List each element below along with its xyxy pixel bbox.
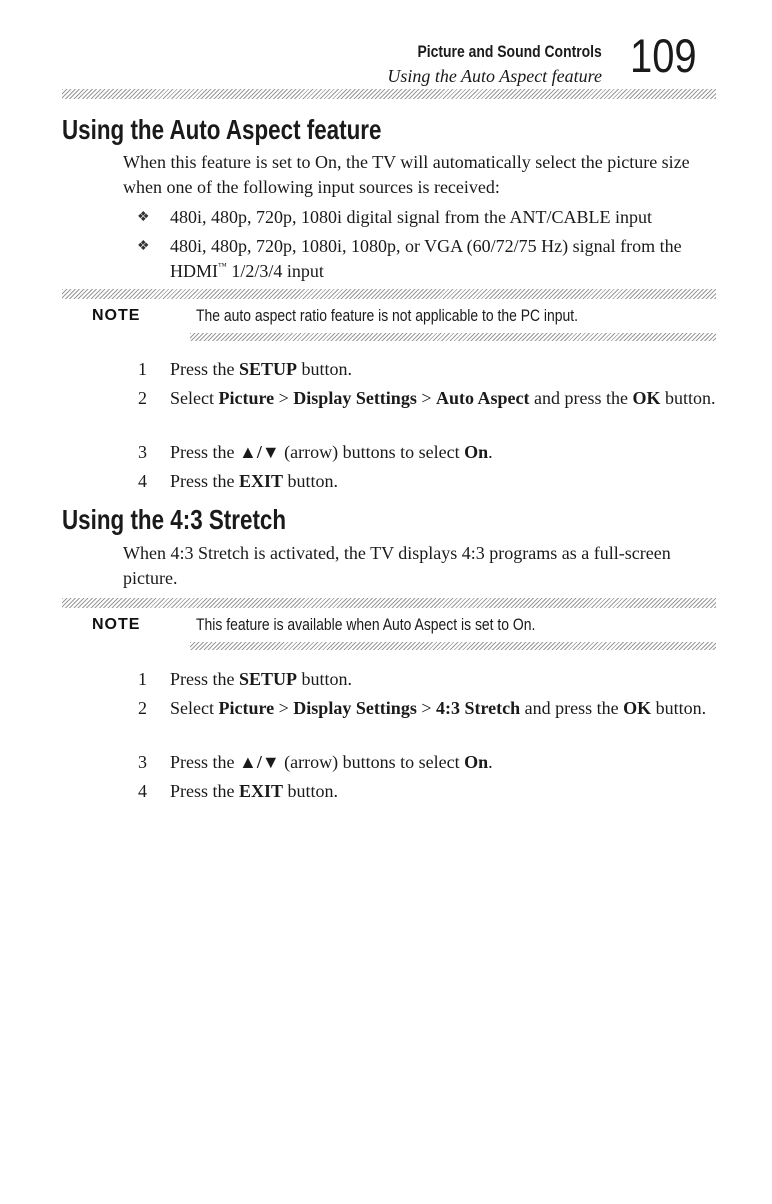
note-rule-top <box>62 289 716 299</box>
header-rule <box>62 89 716 99</box>
step-number: 2 <box>138 388 147 408</box>
step-number: 4 <box>138 471 147 491</box>
note-label: NOTE <box>92 307 141 324</box>
step-number: 1 <box>138 669 147 689</box>
page-number: 109 <box>630 29 697 82</box>
step-text: Press the ▲/▼ (arrow) buttons to select On. <box>170 442 493 462</box>
step-number: 4 <box>138 781 147 801</box>
bullet-icon: ❖ <box>137 210 150 225</box>
section-heading-stretch: Using the 4:3 Stretch <box>62 504 287 535</box>
step-text: Press the EXIT button. <box>170 781 339 801</box>
note-label: NOTE <box>92 616 141 633</box>
step-number: 3 <box>138 752 147 772</box>
bullet-icon: ❖ <box>137 239 150 254</box>
note-rule-bottom <box>190 642 716 650</box>
page-header <box>0 0 772 100</box>
step-text: Select Picture > Display Settings > Auto Aspect and press the OK button. <box>170 388 716 408</box>
bullet-hdmi: 480i, 480p, 720p, 1080i, 1080p, or VGA (60/72/75 Hz) signal from the HDMI™ 1/2/3/4 input <box>170 236 682 281</box>
step-text: Press the ▲/▼ (arrow) buttons to select On. <box>170 752 493 772</box>
step-number: 3 <box>138 442 147 462</box>
section-running-title: Using the Auto Aspect feature <box>387 66 602 86</box>
chapter-title: Picture and Sound Controls <box>417 42 602 61</box>
step-number: 2 <box>138 698 147 718</box>
stretch-intro: When 4:3 Stretch is activated, the TV displays 4:3 programs as a full-screen picture. <box>123 543 671 588</box>
note-text: The auto aspect ratio feature is not applicable to the PC input. <box>196 306 579 325</box>
step-text: Press the SETUP button. <box>170 359 353 379</box>
section-heading-auto-aspect: Using the Auto Aspect feature <box>62 114 382 145</box>
note-rule-top <box>62 598 716 608</box>
bullet-ant-cable: 480i, 480p, 720p, 1080i digital signal from the ANT/CABLE input <box>170 207 652 227</box>
step-text: Select Picture > Display Settings > 4:3 Stretch and press the OK button. <box>170 698 707 718</box>
note-rule-bottom <box>190 333 716 341</box>
note-text: This feature is available when Auto Aspect is set to On. <box>196 615 536 634</box>
step-number: 1 <box>138 359 147 379</box>
step-text: Press the EXIT button. <box>170 471 339 491</box>
auto-aspect-intro: When this feature is set to On, the TV will automatically select the picture size when one of the following input sources is received: <box>123 152 690 197</box>
step-text: Press the SETUP button. <box>170 669 353 689</box>
